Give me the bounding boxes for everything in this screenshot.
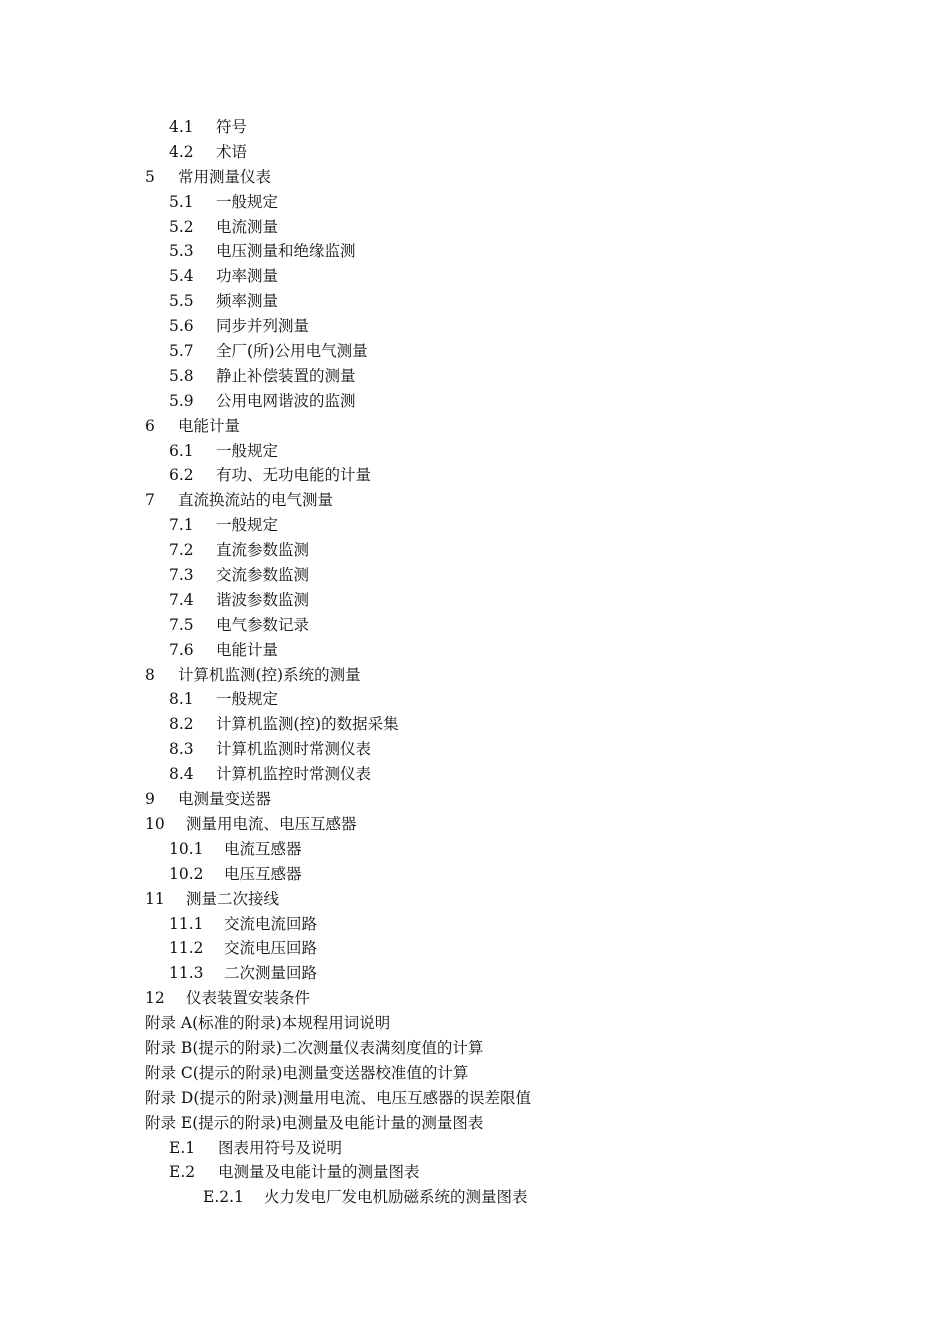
- toc-title: 功率测量: [216, 267, 279, 286]
- toc-entry-5-5[interactable]: [0, 289, 950, 314]
- toc-entry-6-2[interactable]: [0, 463, 950, 488]
- toc-chapter-12[interactable]: [0, 986, 950, 1011]
- toc-chapter-11[interactable]: [0, 887, 950, 912]
- toc-title: 一般规定: [216, 690, 279, 709]
- toc-title: 图表用符号及说明: [218, 1138, 343, 1157]
- toc-entry-7-4[interactable]: [0, 588, 950, 613]
- table-of-contents: [0, 115, 950, 1210]
- toc-title: 计算机监测(控)的数据采集: [216, 715, 399, 734]
- toc-number: 6.2: [169, 466, 194, 485]
- toc-number: 8.1: [169, 690, 194, 709]
- toc-number: 5.6: [169, 317, 194, 336]
- toc-title: 计算机监测时常测仪表: [216, 740, 372, 759]
- toc-number: 11.2: [169, 939, 204, 958]
- toc-number: 4.1: [169, 118, 194, 136]
- toc-entry-e-1[interactable]: [0, 1136, 950, 1161]
- toc-title: 电测量变送器: [178, 790, 272, 809]
- toc-chapter-8[interactable]: [0, 663, 950, 688]
- toc-chapter-9[interactable]: [0, 787, 950, 812]
- toc-entry-10-1[interactable]: [0, 837, 950, 862]
- toc-number: E.2.1: [203, 1188, 244, 1207]
- toc-title: 电能计量: [178, 416, 241, 435]
- toc-entry-5-7[interactable]: [0, 339, 950, 364]
- toc-entry-4-2[interactable]: [0, 140, 950, 165]
- toc-number: 7.4: [169, 590, 194, 609]
- toc-entry-5-2[interactable]: [0, 215, 950, 240]
- toc-title: 计算机监测(控)系统的测量: [178, 665, 361, 684]
- toc-chapter-10[interactable]: [0, 812, 950, 837]
- toc-title: 直流换流站的电气测量: [178, 491, 334, 510]
- toc-number: 6.1: [169, 441, 194, 460]
- toc-entry-7-3[interactable]: [0, 563, 950, 588]
- toc-entry-11-3[interactable]: [0, 961, 950, 986]
- toc-number: 4.2: [169, 142, 194, 161]
- toc-number: 10.1: [169, 839, 204, 858]
- toc-entry-5-4[interactable]: [0, 264, 950, 289]
- toc-number: 5.7: [169, 342, 194, 361]
- toc-title: 交流电流回路: [224, 914, 318, 933]
- toc-number: 11.1: [169, 914, 204, 933]
- toc-title: 电测量及电能计量的测量图表: [218, 1163, 420, 1182]
- toc-title: 附录 D(提示的附录)测量用电流、电压互感器的误差限值: [145, 1088, 531, 1107]
- toc-entry-5-9[interactable]: [0, 389, 950, 414]
- toc-entry-7-2[interactable]: [0, 538, 950, 563]
- toc-number: 7.6: [169, 640, 194, 659]
- toc-entry-8-3[interactable]: [0, 737, 950, 762]
- toc-entry-7-1[interactable]: [0, 513, 950, 538]
- toc-entry-10-2[interactable]: [0, 862, 950, 887]
- toc-chapter-6[interactable]: [0, 414, 950, 439]
- toc-title: 附录 C(提示的附录)电测量变送器校准值的计算: [145, 1063, 469, 1082]
- toc-title: 电压测量和绝缘监测: [216, 242, 356, 261]
- toc-title: 术语: [216, 142, 248, 161]
- toc-number: 6: [145, 416, 155, 435]
- toc-title: 一般规定: [216, 192, 279, 211]
- toc-title: 符号: [216, 118, 248, 136]
- toc-title: 直流参数监测: [216, 541, 310, 560]
- toc-chapter-7[interactable]: [0, 488, 950, 513]
- toc-title: 附录 A(标准的附录)本规程用词说明: [145, 1014, 391, 1033]
- toc-appendix-a[interactable]: [0, 1011, 950, 1036]
- toc-entry-11-2[interactable]: [0, 936, 950, 961]
- toc-number: 7.2: [169, 541, 194, 560]
- toc-title: 计算机监控时常测仪表: [216, 765, 372, 784]
- toc-entry-5-8[interactable]: [0, 364, 950, 389]
- toc-entry-5-1[interactable]: [0, 190, 950, 215]
- toc-number: 9: [145, 790, 155, 809]
- toc-entry-6-1[interactable]: [0, 439, 950, 464]
- toc-appendix-e[interactable]: [0, 1111, 950, 1136]
- toc-entry-5-6[interactable]: [0, 314, 950, 339]
- toc-entry-4-1[interactable]: [0, 115, 950, 140]
- toc-title: 电能计量: [216, 640, 279, 659]
- toc-title: 二次测量回路: [224, 964, 318, 983]
- toc-entry-11-1[interactable]: [0, 912, 950, 937]
- toc-title: 附录 B(提示的附录)二次测量仪表满刻度值的计算: [145, 1038, 484, 1057]
- toc-title: 附录 E(提示的附录)电测量及电能计量的测量图表: [145, 1113, 484, 1132]
- toc-number: 5.4: [169, 267, 194, 286]
- toc-number: 10: [145, 814, 165, 833]
- toc-title: 电压互感器: [224, 864, 302, 883]
- toc-number: 5.9: [169, 391, 194, 410]
- toc-title: 测量用电流、电压互感器: [186, 814, 357, 833]
- toc-title: 交流参数监测: [216, 566, 310, 585]
- toc-number: 11: [145, 889, 165, 908]
- toc-number: 8.2: [169, 715, 194, 734]
- toc-number: 5: [145, 167, 155, 186]
- toc-title: 电气参数记录: [216, 615, 310, 634]
- toc-entry-8-1[interactable]: [0, 687, 950, 712]
- toc-number: E.1: [169, 1138, 196, 1157]
- toc-number: 5.8: [169, 366, 194, 385]
- toc-number: 8: [145, 665, 155, 684]
- toc-title: 频率测量: [216, 292, 279, 311]
- toc-number: 10.2: [169, 864, 204, 883]
- toc-entry-7-6[interactable]: [0, 638, 950, 663]
- toc-chapter-5[interactable]: [0, 165, 950, 190]
- toc-title: 全厂(所)公用电气测量: [216, 342, 368, 361]
- toc-entry-8-2[interactable]: [0, 712, 950, 737]
- toc-number: 8.3: [169, 740, 194, 759]
- toc-title: 常用测量仪表: [178, 167, 272, 186]
- toc-title: 同步并列测量: [216, 317, 310, 336]
- toc-entry-5-3[interactable]: [0, 239, 950, 264]
- toc-title: 电流互感器: [224, 839, 302, 858]
- toc-title: 谐波参数监测: [216, 590, 310, 609]
- toc-number: 11.3: [169, 964, 204, 983]
- toc-number: 5.2: [169, 217, 194, 236]
- toc-entry-7-5[interactable]: [0, 613, 950, 638]
- toc-title: 静止补偿装置的测量: [216, 366, 356, 385]
- toc-number: 7.5: [169, 615, 194, 634]
- toc-number: 5.3: [169, 242, 194, 261]
- toc-entry-e-2[interactable]: [0, 1160, 950, 1185]
- toc-title: 火力发电厂发电机励磁系统的测量图表: [264, 1188, 528, 1207]
- toc-title: 公用电网谐波的监测: [216, 391, 356, 410]
- toc-number: 5.1: [169, 192, 194, 211]
- toc-appendix-b[interactable]: [0, 1036, 950, 1061]
- toc-title: 仪表装置安装条件: [186, 989, 311, 1008]
- toc-title: 电流测量: [216, 217, 279, 236]
- toc-number: 12: [145, 989, 165, 1008]
- toc-entry-e-2-1[interactable]: [0, 1185, 950, 1210]
- toc-title: 测量二次接线: [186, 889, 280, 908]
- toc-title: 交流电压回路: [224, 939, 318, 958]
- toc-number: E.2: [169, 1163, 196, 1182]
- toc-title: 一般规定: [216, 441, 279, 460]
- toc-number: 7: [145, 491, 155, 510]
- toc-title: 有功、无功电能的计量: [216, 466, 372, 485]
- toc-appendix-d[interactable]: [0, 1086, 950, 1111]
- toc-number: 5.5: [169, 292, 194, 311]
- toc-number: 8.4: [169, 765, 194, 784]
- toc-title: 一般规定: [216, 516, 279, 535]
- toc-number: 7.3: [169, 566, 194, 585]
- toc-entry-8-4[interactable]: [0, 762, 950, 787]
- toc-number: 7.1: [169, 516, 194, 535]
- toc-appendix-c[interactable]: [0, 1061, 950, 1086]
